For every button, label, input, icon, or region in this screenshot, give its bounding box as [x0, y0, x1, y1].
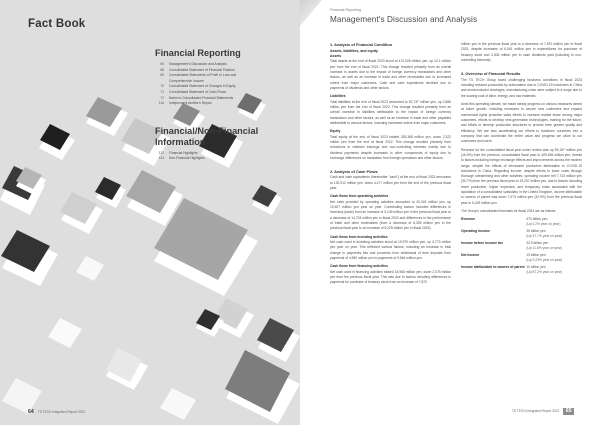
subsection-assets-liabilities-equity: Assets, liabilities, and equity: [330, 48, 378, 53]
right-page-footer: [512, 408, 574, 415]
right-page-number: 65: [563, 408, 574, 415]
paragraph-liabilities: Total liabilities at the end of fiscal 2023 amounted to 92,737 million yen, up 2,856 million yen from the end of fiscal 2022. This change resulted primarily from an overall increase in liabilities attributable to the impact of foreign currency translations and other factors, as well as an increase in trade and other payables attributable to various factors, including increased orders from major customers.: [330, 99, 451, 125]
table-row: [461, 253, 582, 265]
forecast-table: [461, 217, 582, 278]
paragraph-overview-3: Revenue for the consolidated fiscal year under review was up 59,167 million yen (16.9%) from the previous, consolidated fiscal year to 409,836 million yen, thanks to factors including foreign exchange effects and improvements across the modern range, despite the effects of decreased production attributable to COVID-19 lockdowns in China. Regarding income, despite efforts to lower costs through thorough streamlining and other activities, operating income fell 7,743 million yen (30.7%) from the previous fiscal year to 19,257 million yen, due to factors including lower production, higher expenses, and temporary costs associated with the liquidation of a consolidated subsidiary in the United Kingdom, income attributable to owners of parent was down 7,073 million yen (32.9%) from the previous fiscal year to 5,429 million yen.: [461, 147, 582, 205]
column-left: [330, 42, 451, 392]
toc-item[interactable]: [155, 73, 280, 79]
toc-list-financial-non-financial: [155, 151, 280, 162]
run-head-assets: Assets: [330, 54, 342, 59]
left-page-footer: [28, 409, 85, 415]
forecast-label: Revenue: [461, 216, 476, 221]
forecast-values: [526, 253, 582, 265]
forecast-change: (Up 87.2% year on year): [526, 270, 563, 275]
forecast-amount: 13 billion yen: [526, 253, 546, 258]
toc-page-number: 124: [158, 156, 164, 161]
toc-heading-financial-non-financial: Financial/Non-Financial Information: [155, 126, 259, 147]
page-title: Management's Discussion and Analysis: [330, 14, 478, 24]
paragraph-financing-continued: million yen in the previous fiscal year to a decrease of 7,870 million yen in fiscal 2023, despite increases of 6,061 million yen in expenditures for purchase of treasury stock and 4,308 million yen in cash dividends paid (including to non-controlling interests).: [461, 42, 582, 62]
paragraph-assets: Total assets at the end of fiscal 2023 stood at 474,026 million yen, up 24.1 million yen from the end of fiscal 2022. This change resulted primarily from an overall increase in assets due to the impact of foreign currency translations and other factors, as well as an increase in trade and other receivables due to increased orders from major customers. Cash and cash equivalents declined due to payments of dividends and other factors.: [330, 59, 451, 91]
right-page: [300, 0, 600, 425]
toc-page-number: 122: [158, 150, 164, 155]
content-columns: [330, 42, 582, 392]
paragraph-equity: Total equity at the end of fiscal 2023 totaled 335,368 million yen, down 2,322 million yen from the end of fiscal 2022. This change resulted primarily from reductions in retained earnings and non-controlling interests mainly due to dividend payments despite increases in other components of equity due to exchange differences on translation from foreign operations and other factors.: [330, 134, 451, 160]
section-heading-2: 2. Analysis of Cash Flows: [330, 168, 378, 174]
forecast-change: (Up 0.2% year on year): [526, 221, 561, 226]
paragraph-operating-activities: Net cash provided by operating activities amounted to 30,343 million yen, up 10,627 million yen year on year. Contributing factors included differences in inventory (trade) from an increase of 5,149 million yen in the previous fiscal year to a decrease of 14,734 million yen in fiscal 2023 and differences in the performance of trade and other receivables (from a decrease of 6,305 million yen in the previous fiscal year to an increase of 5,225 million yen in fiscal 2023).: [330, 199, 451, 231]
left-footer-text: TS TECH Integrated Report 2023: [37, 410, 86, 414]
forecast-amount: 470 billion yen: [526, 216, 548, 221]
toc-list-financial-reporting: [155, 62, 280, 107]
toc-item-label: Consolidated Statement of Cash Flows: [169, 90, 226, 95]
run-head-investing-activities: Cash flows from investing activities: [330, 234, 388, 239]
forecast-change: (Up 11.8% year on year): [526, 245, 562, 250]
paragraph-cash-flows-intro: Cash and cash equivalents (hereinafter "cash") at the end of fiscal 2023 amounted to 132,912 million yen, down 4,477 million yen from the end of the previous fiscal year.: [330, 175, 451, 191]
table-row: [461, 217, 582, 229]
forecast-label: Net income: [461, 253, 480, 258]
run-head-liabilities: Liabilities: [330, 94, 346, 99]
table-row: [461, 265, 582, 277]
forecast-values: [526, 217, 582, 229]
forecast-change: (Up 9.23% year on year): [526, 258, 563, 263]
table-of-contents: [155, 48, 280, 162]
forecast-intro-text: The Group's consolidated forecasts for fiscal 2024 are as follows:: [461, 209, 557, 214]
run-head-equity: Equity: [330, 129, 341, 134]
toc-item-label: Consolidated Statement of Financial Position: [169, 67, 235, 72]
page-corner-fold-decoration: [300, 0, 322, 26]
toc-item-label: Consolidated Statement of Changes in Equity: [169, 84, 236, 89]
forecast-amount: 20 billion yen: [526, 229, 546, 234]
toc-page-number: 71: [160, 90, 164, 95]
forecast-change: (Up 47.7% year on year): [526, 233, 563, 238]
toc-item[interactable]: [155, 101, 280, 107]
paragraph-financing-activities: Net cash used in financing activities totaled 18,968 million yen, down 2,075 million yen from the previous fiscal year. This was due to factors including differences in payments for purchase of treasury stock from an increase of 7,870: [330, 269, 451, 285]
fact-book-title: Fact Book: [28, 18, 86, 30]
right-page-header: [330, 8, 477, 24]
toc-page-number: 69: [160, 73, 164, 78]
toc-page-number: 65: [160, 61, 164, 66]
toc-page-number: 116: [158, 101, 164, 106]
section-heading-3: 3. Overview of Financial Results: [461, 70, 521, 76]
toc-page-number: 70: [160, 84, 164, 89]
toc-item-label: Independent Auditor's Report: [169, 101, 212, 106]
forecast-amount: 22.9 billion yen: [526, 241, 549, 246]
paragraph-overview-1: The TS TECH Group faced challenging business conditions in fiscal 2023 including reduced production by automakers due to COVID-19 lockdowns in China and semiconductor shortages, manufacturing costs were subject to a surge due to the soaring cost of labor, energy, and raw materials.: [461, 77, 582, 98]
forecast-label: Income attributable to owners of parent: [461, 265, 525, 270]
forecast-values: [526, 265, 582, 277]
run-head-operating-activities: Cash flows from operating activities: [330, 194, 389, 199]
toc-item[interactable]: [155, 156, 280, 162]
toc-heading-financial-reporting: Financial Reporting: [155, 48, 241, 58]
toc-page-number: 68: [160, 67, 164, 72]
forecast-amount: 10 billion yen: [526, 265, 546, 270]
forecast-label: Income before income tax: [461, 241, 503, 246]
run-head-financing-activities: Cash flows from financing activities: [330, 264, 388, 269]
section-heading-1: 1. Analysis of Financial Condition: [330, 42, 393, 47]
table-row: [461, 229, 582, 241]
right-footer-text: TS TECH Integrated Report 2023: [511, 408, 560, 413]
section-kicker: Financial Reporting: [330, 8, 362, 12]
column-right: [461, 42, 582, 392]
paragraph-overview-2: Amid this operating climate, we made steady progress on various measures aimed at future growth, including measures to secure new customers and expand commercial rights proactive sales efforts to increase market share among major customers, efforts to develop next-generation technologies, training for the future, and efforts to develop production structures to provide even greater quality and efficiency. We are also accelerating our efforts to transform ourselves into a company that can coordinate the entire value and progress we value to our customers and users.: [461, 101, 582, 144]
left-page-number: 64: [28, 409, 34, 415]
toc-item-label: Notes to Consolidated Financial Statements: [169, 95, 234, 100]
toc-item-label: Consolidated Statements of Profit or Loss and: [169, 73, 237, 78]
toc-item-label: Financial Highlights: [169, 150, 198, 155]
paragraph-investing-activities: Net cash used in investing activities stood at 19,970 million yen, up 3,773 million yen year on year. This reflected various factors, including an increase in total change in payments into and proceeds from withdrawal of time deposits from payments of 4,550 million yen to payments of 9,546 million yen.: [330, 239, 451, 260]
forecast-values: [526, 229, 582, 241]
toc-item-continuation: Comprehensive Income: [169, 78, 204, 83]
forecast-label: Operating income: [461, 229, 490, 234]
table-row: [461, 241, 582, 253]
toc-page-number: 72: [160, 95, 164, 100]
forecast-values: [526, 241, 582, 253]
toc-item-label: Non-Financial Highlights: [169, 156, 205, 161]
toc-item-label: Management's Discussion and Analysis: [169, 61, 227, 66]
